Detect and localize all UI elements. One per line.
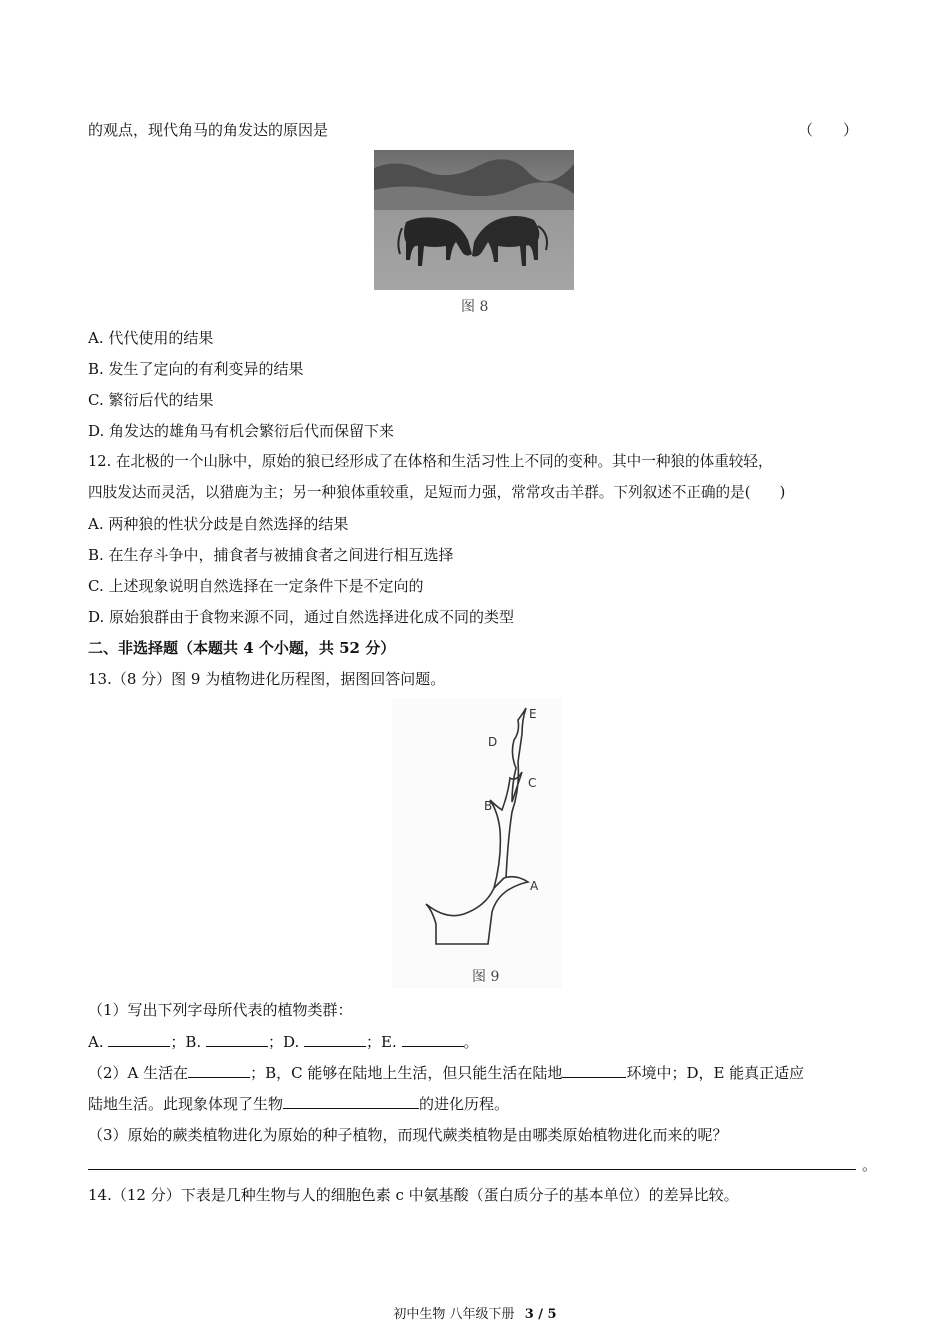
q13-blank-d[interactable]: [304, 1031, 366, 1047]
q12-option-d: D. 原始狼群由于食物来源不同，通过自然选择进化成不同的类型: [88, 608, 515, 626]
q13-part1-label-b: ；B.: [170, 1033, 202, 1051]
footer-subject: 初中生物 八年级下册: [393, 1307, 515, 1322]
q13-stem: 13.（8 分）图 9 为植物进化历程图，据图回答问题。: [88, 670, 446, 688]
figure-9-caption: 图 9: [472, 969, 500, 985]
q11-option-a: A. 代代使用的结果: [88, 329, 214, 347]
figure-9-label-b: B: [484, 799, 493, 813]
q13-part1-label-d: ；D.: [267, 1033, 300, 1051]
q12-option-a: A. 两种狼的性状分歧是自然选择的结果: [88, 515, 349, 533]
q13-part2-text-d: 陆地生活。此现象体现了生物: [88, 1095, 284, 1113]
figure-9-label-d: D: [488, 735, 498, 749]
q13-part3-answer-line: [88, 1154, 877, 1175]
q13-part2-text-c: 环境中；D，E 能真正适应: [626, 1064, 805, 1082]
figure-8-caption: 图 8: [461, 299, 489, 315]
q13-part1-label-e: ；E.: [366, 1033, 397, 1051]
footer-page-number: 3 / 5: [524, 1307, 557, 1322]
q14-stem: 14.（12 分）下表是几种生物与人的细胞色素 c 中氨基酸（蛋白质分子的基本单位）的差异比较。: [88, 1186, 739, 1204]
q13-part3-prompt: （3）原始的蕨类植物进化为原始的种子植物，而现代蕨类植物是由哪类原始植物进化而来的呢？: [88, 1126, 728, 1144]
q13-blank-a-habitat[interactable]: [188, 1062, 250, 1078]
figure-9-label-e: E: [529, 707, 537, 721]
figure-9-evolution-tree: [392, 698, 562, 988]
q13-part2-text-e: 的进化历程。: [419, 1095, 510, 1113]
figure-8-photo: [368, 150, 578, 316]
q11-stem-tail: 的观点，现代角马的角发达的原因是: [88, 121, 329, 139]
q11-option-c: C. 繁衍后代的结果: [88, 391, 214, 409]
q13-part3-end: 。: [862, 1156, 878, 1174]
q12-option-b: B. 在生存斗争中，捕食者与被捕食者之间进行相互选择: [88, 546, 454, 564]
q13-blank-evolution-course[interactable]: [283, 1093, 419, 1109]
q12-stem-line2: 四肢发达而灵活，以猎鹿为主；另一种狼体重较重，足短而力强，常常攻击羊群。下列叙述不正确的是( ): [88, 484, 786, 501]
q13-part1-prompt: （1）写出下列字母所代表的植物类群：: [88, 1001, 353, 1019]
page-footer: [0, 1303, 950, 1322]
q13-part2-text-b: ；B，C 能够在陆地上生活，但只能生活在陆地: [250, 1064, 563, 1082]
q11-answer-bracket: （ ）: [798, 121, 859, 139]
q13-part1-label-a: A.: [88, 1033, 104, 1051]
q13-blank-bc-environment[interactable]: [562, 1062, 626, 1078]
q13-part2-line2: [88, 1093, 509, 1114]
q11-option-b: B. 发生了定向的有利变异的结果: [88, 360, 304, 378]
q13-part2-line1: [88, 1062, 804, 1083]
q13-part1-end: 。: [463, 1033, 479, 1051]
figure-9-label-c: C: [528, 776, 537, 790]
q12-stem-line1: 12. 在北极的一个山脉中，原始的狼已经形成了在体格和生活习性上不同的变种。其中一种狼的体重较轻，: [88, 453, 773, 470]
q13-part2-text-a: （2）A 生活在: [88, 1064, 189, 1082]
q13-blank-b[interactable]: [206, 1031, 268, 1047]
q13-blank-a[interactable]: [108, 1031, 170, 1047]
q13-blank-e[interactable]: [402, 1031, 464, 1047]
q12-option-c: C. 上述现象说明自然选择在一定条件下是不定向的: [88, 577, 424, 595]
q11-option-d: D. 角发达的雄角马有机会繁衍后代而保留下来: [88, 422, 395, 440]
q13-blank-part3-answer[interactable]: [88, 1154, 856, 1170]
section-2-title: 二、非选择题（本题共 4 个小题，共 52 分）: [88, 639, 396, 657]
q13-part1-blanks: [88, 1031, 479, 1052]
figure-9-label-a: A: [530, 879, 539, 893]
